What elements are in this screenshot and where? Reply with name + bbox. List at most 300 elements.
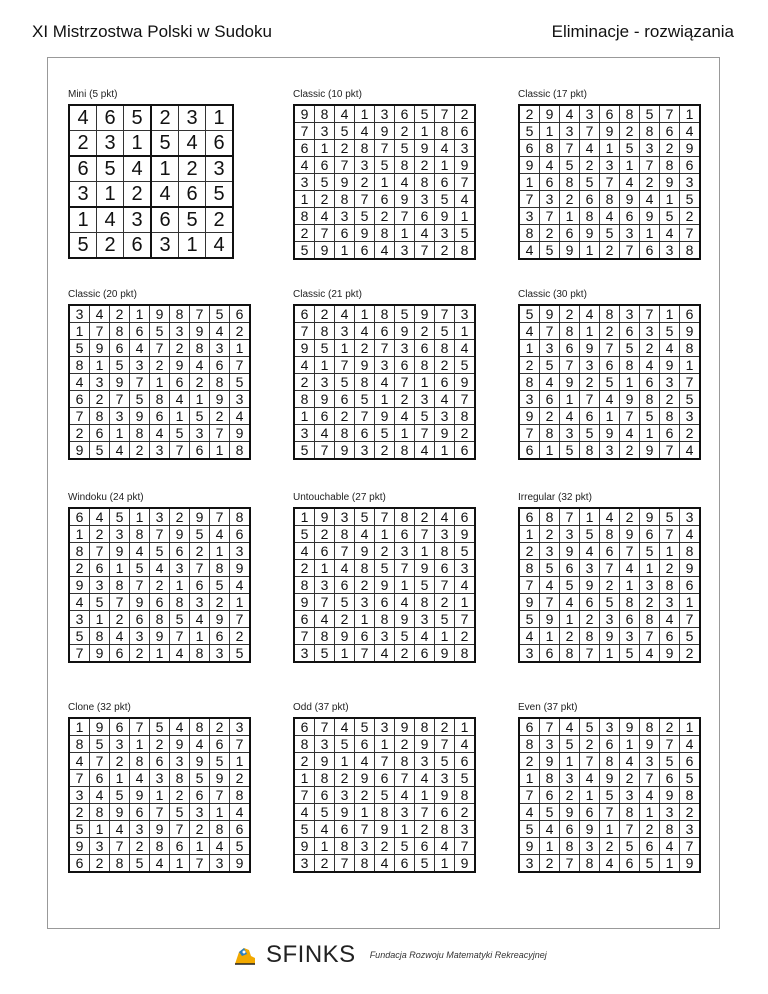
grid-cell: 8	[110, 323, 130, 340]
grid-cell: 4	[435, 508, 455, 526]
grid-row	[69, 340, 250, 357]
grid-cell: 4	[190, 611, 210, 628]
grid-cell: 7	[455, 174, 476, 191]
puzzle-title: Classic (10 pkt)	[293, 89, 362, 100]
grid-cell: 9	[230, 855, 251, 873]
grid-row	[294, 174, 475, 191]
grid-cell: 7	[355, 645, 375, 663]
grid-cell: 2	[150, 357, 170, 374]
grid-row	[294, 645, 475, 663]
grid-cell: 7	[130, 374, 150, 391]
grid-cell: 8	[294, 577, 315, 594]
grid-cell: 8	[580, 442, 600, 460]
grid-cell: 1	[600, 408, 620, 425]
grid-cell: 2	[435, 242, 455, 260]
grid-cell: 3	[415, 391, 435, 408]
grid-cell: 3	[680, 508, 701, 526]
grid-row	[294, 543, 475, 560]
grid-cell: 6	[124, 233, 152, 259]
puzzle-title: Classic (17 pkt)	[518, 89, 587, 100]
grid-cell: 9	[315, 508, 335, 526]
grid-cell: 5	[110, 787, 130, 804]
grid-row	[519, 357, 700, 374]
sudoku-grid	[293, 304, 476, 460]
grid-cell: 6	[455, 442, 476, 460]
grid-cell: 6	[580, 191, 600, 208]
grid-cell: 1	[355, 305, 375, 323]
grid-cell: 1	[130, 508, 150, 526]
grid-cell: 9	[680, 855, 701, 873]
grid-cell: 9	[580, 340, 600, 357]
grid-cell: 2	[294, 753, 315, 770]
grid-cell: 2	[560, 305, 580, 323]
grid-row	[519, 526, 700, 543]
grid-row	[294, 855, 475, 873]
grid-cell: 9	[435, 787, 455, 804]
grid-cell: 2	[170, 508, 190, 526]
grid-cell: 8	[600, 305, 620, 323]
grid-cell: 7	[230, 736, 251, 753]
grid-cell: 4	[170, 718, 190, 736]
grid-cell: 1	[69, 323, 90, 340]
grid-cell: 2	[580, 157, 600, 174]
grid-cell: 8	[150, 391, 170, 408]
grid-cell: 8	[455, 645, 476, 663]
grid-cell: 2	[620, 770, 640, 787]
grid-cell: 9	[315, 753, 335, 770]
grid-cell: 7	[355, 408, 375, 425]
grid-cell: 6	[580, 594, 600, 611]
grid-cell: 2	[660, 140, 680, 157]
grid-cell: 9	[150, 821, 170, 838]
grid-cell: 5	[455, 225, 476, 242]
grid-cell: 1	[294, 508, 315, 526]
grid-cell: 4	[455, 577, 476, 594]
grid-cell: 6	[519, 508, 540, 526]
grid-cell: 4	[600, 208, 620, 225]
grid-cell: 9	[620, 526, 640, 543]
grid-cell: 4	[315, 611, 335, 628]
grid-cell: 5	[395, 628, 415, 645]
sudoku-grid	[293, 717, 476, 873]
grid-cell: 3	[375, 105, 395, 123]
grid-cell: 4	[600, 855, 620, 873]
grid-cell: 6	[130, 611, 150, 628]
grid-cell: 9	[620, 391, 640, 408]
grid-cell: 3	[620, 787, 640, 804]
grid-row	[69, 645, 250, 663]
grid-cell: 8	[395, 753, 415, 770]
grid-cell: 5	[560, 736, 580, 753]
grid-row	[519, 305, 700, 323]
grid-cell: 6	[355, 628, 375, 645]
grid-cell: 5	[130, 560, 150, 577]
grid-cell: 7	[110, 391, 130, 408]
grid-cell: 1	[680, 105, 701, 123]
grid-cell: 4	[660, 611, 680, 628]
puzzle-title: Untouchable (27 pkt)	[293, 492, 386, 503]
grid-cell: 4	[600, 508, 620, 526]
grid-cell: 4	[69, 374, 90, 391]
grid-cell: 4	[519, 628, 540, 645]
grid-cell: 1	[315, 140, 335, 157]
grid-cell: 8	[375, 305, 395, 323]
grid-cell: 4	[124, 156, 152, 182]
grid-cell: 2	[151, 105, 179, 131]
grid-cell: 1	[415, 787, 435, 804]
grid-cell: 7	[210, 425, 230, 442]
grid-cell: 4	[415, 628, 435, 645]
grid-cell: 9	[395, 323, 415, 340]
grid-cell: 2	[335, 611, 355, 628]
grid-cell: 9	[110, 804, 130, 821]
grid-cell: 9	[170, 526, 190, 543]
grid-cell: 3	[150, 508, 170, 526]
grid-cell: 9	[130, 594, 150, 611]
grid-row	[69, 855, 250, 873]
grid-cell: 3	[680, 174, 701, 191]
grid-cell: 4	[640, 191, 660, 208]
grid-cell: 3	[69, 305, 90, 323]
grid-cell: 2	[210, 718, 230, 736]
grid-row	[69, 821, 250, 838]
grid-cell: 4	[335, 560, 355, 577]
grid-cell: 3	[540, 736, 560, 753]
puzzle-title: Classic (30 pkt)	[518, 289, 587, 300]
grid-row	[519, 323, 700, 340]
grid-cell: 3	[455, 305, 476, 323]
grid-cell: 3	[110, 408, 130, 425]
grid-cell: 4	[580, 140, 600, 157]
grid-cell: 4	[355, 526, 375, 543]
grid-cell: 8	[519, 736, 540, 753]
grid-cell: 3	[90, 838, 110, 855]
grid-cell: 2	[355, 174, 375, 191]
grid-cell: 1	[110, 425, 130, 442]
grid-cell: 3	[375, 628, 395, 645]
grid-row	[69, 770, 250, 787]
grid-cell: 3	[335, 208, 355, 225]
grid-cell: 3	[190, 594, 210, 611]
grid-cell: 9	[580, 577, 600, 594]
grid-cell: 9	[90, 718, 110, 736]
grid-cell: 3	[190, 804, 210, 821]
grid-cell: 4	[455, 191, 476, 208]
grid-row	[294, 157, 475, 174]
grid-cell: 4	[560, 105, 580, 123]
grid-cell: 4	[170, 645, 190, 663]
grid-row	[294, 736, 475, 753]
grid-row	[294, 628, 475, 645]
grid-cell: 7	[540, 594, 560, 611]
grid-cell: 2	[375, 543, 395, 560]
grid-row	[519, 718, 700, 736]
grid-cell: 3	[540, 191, 560, 208]
grid-cell: 2	[90, 391, 110, 408]
grid-cell: 5	[519, 611, 540, 628]
grid-cell: 9	[375, 408, 395, 425]
grid-cell: 6	[640, 838, 660, 855]
grid-cell: 8	[230, 787, 251, 804]
grid-cell: 1	[620, 736, 640, 753]
grid-cell: 7	[110, 838, 130, 855]
grid-row	[69, 391, 250, 408]
grid-cell: 8	[315, 770, 335, 787]
grid-cell: 4	[600, 391, 620, 408]
grid-cell: 5	[519, 821, 540, 838]
grid-cell: 5	[190, 526, 210, 543]
grid-cell: 9	[170, 357, 190, 374]
grid-cell: 8	[395, 442, 415, 460]
grid-cell: 6	[170, 543, 190, 560]
grid-cell: 7	[294, 628, 315, 645]
grid-cell: 5	[395, 838, 415, 855]
grid-row	[294, 391, 475, 408]
sudoku-grid	[518, 304, 701, 460]
grid-cell: 8	[170, 305, 190, 323]
grid-cell: 5	[170, 425, 190, 442]
grid-cell: 7	[130, 577, 150, 594]
grid-row	[519, 442, 700, 460]
grid-cell: 4	[90, 305, 110, 323]
grid-cell: 8	[294, 208, 315, 225]
grid-cell: 6	[110, 718, 130, 736]
grid-cell: 5	[540, 242, 560, 260]
grid-cell: 9	[640, 736, 660, 753]
grid-cell: 7	[170, 628, 190, 645]
grid-cell: 5	[210, 753, 230, 770]
grid-cell: 6	[69, 391, 90, 408]
grid-cell: 6	[540, 787, 560, 804]
grid-cell: 1	[150, 787, 170, 804]
grid-cell: 1	[90, 611, 110, 628]
grid-cell: 4	[210, 323, 230, 340]
grid-cell: 7	[560, 855, 580, 873]
grid-cell: 4	[395, 408, 415, 425]
grid-cell: 7	[230, 611, 251, 628]
grid-cell: 1	[230, 594, 251, 611]
grid-cell: 3	[294, 645, 315, 663]
grid-row	[519, 105, 700, 123]
grid-cell: 2	[580, 611, 600, 628]
grid-row	[519, 838, 700, 855]
grid-cell: 5	[210, 577, 230, 594]
grid-row	[294, 787, 475, 804]
grid-cell: 2	[124, 182, 152, 208]
grid-cell: 3	[315, 374, 335, 391]
grid-cell: 7	[415, 242, 435, 260]
grid-cell: 8	[519, 225, 540, 242]
grid-row	[519, 770, 700, 787]
grid-cell: 8	[435, 340, 455, 357]
grid-cell: 9	[150, 628, 170, 645]
grid-cell: 8	[375, 611, 395, 628]
grid-cell: 3	[560, 770, 580, 787]
grid-cell: 1	[640, 560, 660, 577]
grid-cell: 8	[395, 157, 415, 174]
grid-cell: 6	[315, 408, 335, 425]
grid-cell: 2	[600, 577, 620, 594]
grid-cell: 4	[640, 357, 660, 374]
grid-cell: 3	[355, 838, 375, 855]
grid-cell: 2	[375, 442, 395, 460]
grid-cell: 5	[395, 140, 415, 157]
grid-cell: 2	[455, 804, 476, 821]
grid-cell: 2	[69, 804, 90, 821]
grid-cell: 9	[640, 508, 660, 526]
grid-cell: 5	[455, 770, 476, 787]
grid-cell: 6	[640, 242, 660, 260]
grid-cell: 4	[315, 821, 335, 838]
grid-cell: 3	[435, 408, 455, 425]
grid-cell: 3	[210, 340, 230, 357]
grid-cell: 2	[435, 594, 455, 611]
grid-cell: 1	[375, 736, 395, 753]
grid-cell: 9	[315, 242, 335, 260]
grid-cell: 5	[355, 391, 375, 408]
grid-cell: 1	[395, 225, 415, 242]
grid-cell: 2	[110, 305, 130, 323]
grid-cell: 2	[415, 508, 435, 526]
grid-cell: 2	[69, 560, 90, 577]
grid-cell: 2	[519, 753, 540, 770]
grid-row	[69, 425, 250, 442]
grid-cell: 7	[680, 838, 701, 855]
grid-cell: 8	[110, 855, 130, 873]
grid-cell: 2	[170, 340, 190, 357]
grid-cell: 1	[519, 770, 540, 787]
grid-cell: 9	[69, 442, 90, 460]
grid-cell: 2	[660, 718, 680, 736]
grid-cell: 7	[335, 855, 355, 873]
grid-cell: 9	[130, 408, 150, 425]
grid-cell: 1	[375, 174, 395, 191]
grid-cell: 2	[110, 753, 130, 770]
grid-cell: 4	[540, 157, 560, 174]
grid-cell: 3	[294, 855, 315, 873]
grid-row	[69, 357, 250, 374]
grid-row	[69, 374, 250, 391]
grid-cell: 6	[210, 628, 230, 645]
grid-cell: 9	[580, 821, 600, 838]
grid-cell: 8	[190, 340, 210, 357]
grid-cell: 3	[640, 753, 660, 770]
grid-row	[294, 594, 475, 611]
grid-cell: 7	[415, 804, 435, 821]
grid-row	[294, 357, 475, 374]
grid-cell: 5	[435, 753, 455, 770]
grid-cell: 2	[230, 323, 251, 340]
grid-cell: 1	[395, 425, 415, 442]
grid-cell: 5	[170, 804, 190, 821]
grid-cell: 4	[519, 242, 540, 260]
grid-cell: 2	[519, 357, 540, 374]
grid-cell: 3	[375, 357, 395, 374]
grid-cell: 4	[660, 225, 680, 242]
grid-cell: 5	[230, 838, 251, 855]
sudoku-grid	[68, 304, 251, 460]
grid-row	[69, 628, 250, 645]
grid-row	[69, 442, 250, 460]
grid-cell: 6	[640, 526, 660, 543]
grid-cell: 3	[355, 594, 375, 611]
grid-cell: 9	[435, 208, 455, 225]
grid-cell: 1	[69, 526, 90, 543]
grid-cell: 4	[375, 242, 395, 260]
grid-row	[519, 425, 700, 442]
grid-cell: 8	[540, 770, 560, 787]
grid-cell: 4	[640, 787, 660, 804]
grid-cell: 1	[415, 374, 435, 391]
grid-cell: 6	[130, 323, 150, 340]
grid-cell: 6	[560, 340, 580, 357]
grid-cell: 8	[90, 804, 110, 821]
grid-cell: 2	[640, 821, 660, 838]
grid-row	[69, 156, 233, 182]
grid-row	[519, 225, 700, 242]
grid-cell: 9	[294, 594, 315, 611]
grid-cell: 9	[355, 770, 375, 787]
grid-cell: 8	[560, 645, 580, 663]
grid-cell: 7	[600, 174, 620, 191]
grid-cell: 2	[375, 838, 395, 855]
grid-cell: 3	[455, 821, 476, 838]
grid-cell: 7	[560, 508, 580, 526]
puzzle-title: Odd (37 pkt)	[293, 702, 349, 713]
grid-cell: 1	[435, 855, 455, 873]
grid-cell: 5	[110, 508, 130, 526]
grid-cell: 9	[660, 174, 680, 191]
document-subtitle: Eliminacje - rozwiązania	[551, 22, 734, 41]
grid-cell: 9	[335, 804, 355, 821]
grid-cell: 5	[315, 804, 335, 821]
grid-cell: 3	[540, 543, 560, 560]
grid-cell: 9	[640, 208, 660, 225]
grid-cell: 9	[540, 305, 560, 323]
grid-cell: 8	[519, 374, 540, 391]
grid-cell: 2	[580, 374, 600, 391]
grid-cell: 4	[190, 357, 210, 374]
grid-cell: 2	[435, 718, 455, 736]
grid-cell: 1	[660, 191, 680, 208]
grid-cell: 2	[69, 131, 97, 157]
grid-cell: 8	[660, 577, 680, 594]
grid-cell: 7	[415, 526, 435, 543]
grid-row	[294, 323, 475, 340]
grid-cell: 5	[206, 182, 234, 208]
grid-cell: 4	[560, 594, 580, 611]
grid-cell: 7	[560, 140, 580, 157]
grid-cell: 5	[540, 357, 560, 374]
grid-cell: 4	[150, 560, 170, 577]
grid-cell: 7	[395, 208, 415, 225]
grid-cell: 1	[435, 628, 455, 645]
grid-cell: 6	[600, 736, 620, 753]
grid-cell: 2	[640, 174, 660, 191]
grid-cell: 2	[210, 594, 230, 611]
grid-cell: 6	[150, 408, 170, 425]
grid-cell: 6	[415, 340, 435, 357]
grid-cell: 9	[315, 391, 335, 408]
grid-row	[294, 718, 475, 736]
grid-cell: 5	[435, 611, 455, 628]
grid-row	[519, 821, 700, 838]
grid-cell: 8	[335, 425, 355, 442]
grid-cell: 4	[620, 753, 640, 770]
grid-cell: 2	[335, 770, 355, 787]
grid-cell: 5	[620, 645, 640, 663]
grid-cell: 1	[294, 770, 315, 787]
